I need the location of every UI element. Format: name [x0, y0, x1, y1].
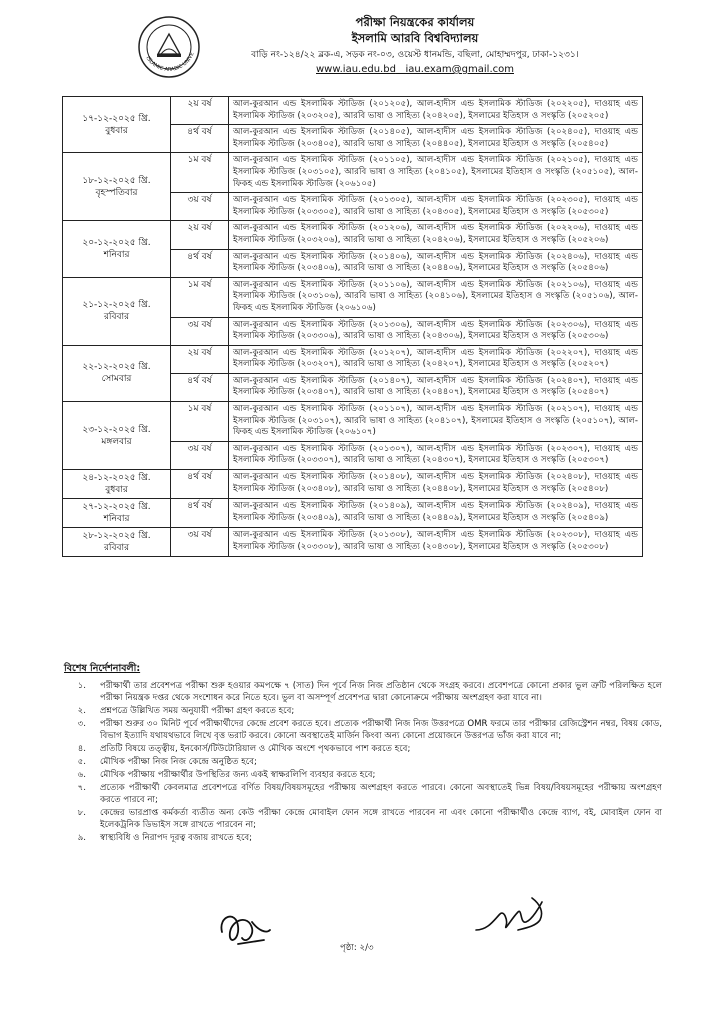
schedule-row	[63, 153, 643, 193]
subjects-list: আল-কুরআন এন্ড ইসলামিক স্টাডিজ (২০১১০৭), আল-হাদীস এন্ড ইসলামিক স্টাডিজ (২০২১০৭), দাওয়াহ এন্ড ইসলামিক স্টাডিজ (২০৩১০৭), আরবি ভাষা ও সাহিত্য (২০৪১০৭), ইসলামের ইতিহাস ও সংস্কৃতি (২০৫১০৭), আল-ফিকহ এন্ড ইসলামিক স্টাডিজ (২০৬১০৭)	[229, 402, 643, 442]
special-instructions	[62, 662, 662, 845]
schedule-row	[63, 277, 643, 317]
exam-day: রবিবার	[103, 312, 130, 323]
address: বাড়ি নং-১২৪/২২ ব্লক-এ, সড়ক নং-০৩, ওয়েস্ট ধানমন্ডি, বছিলা, মোহাম্মদপুর, ঢাকা-১২৩১।	[251, 50, 579, 60]
instruction-item	[62, 832, 662, 844]
exam-date: ১৮-১২-২০২৫ খ্রি.	[82, 175, 151, 186]
exam-date-cell	[63, 153, 171, 221]
instruction-text: কেন্দ্রের ভারপ্রাপ্ত কর্মকর্তা ব্যতীত অন্য কেউ পরীক্ষা কেন্দ্রে মোবাইল ফোন সঙ্গে রাখতে পারবেন না এবং কোনো পরীক্ষার্থীও কেন্দ্রে ব্যাগ, বই, মোবাইল ফোন বা ইলেকট্রনিক ডিভাইস সঙ্গে রাখতে পারবেন না;	[100, 808, 662, 830]
instruction-text: মৌখিক পরীক্ষায় পরীক্ষার্থীর উপস্থিতির জন্য একই স্বাক্ষরলিপি ব্যবহার করতে হবে;	[100, 770, 376, 780]
exam-date: ২৩-১২-২০২৫ খ্রি.	[82, 424, 151, 435]
academic-year: ২য় বর্ষ	[171, 221, 229, 249]
subjects-list: আল-কুরআন এন্ড ইসলামিক স্টাডিজ (২০১১০৫), আল-হাদীস এন্ড ইসলামিক স্টাডিজ (২০২১০৫), দাওয়াহ এন্ড ইসলামিক স্টাডিজ (২০৩১০৫), আরবি ভাষা ও সাহিত্য (২০৪১০৫), ইসলামের ইতিহাস ও সংস্কৃতি (২০৫১০৫), আল-ফিকহ এন্ড ইসলামিক স্টাডিজ (২০৬১০৫)	[229, 153, 643, 193]
logo-text: ISLAMIC ARABIC UNIVE	[144, 51, 196, 73]
instruction-item	[62, 756, 662, 768]
exam-day: শনিবার	[103, 250, 130, 261]
subjects-list: আল-কুরআন এন্ড ইসলামিক স্টাডিজ (২০১৩০৮), আল-হাদীস এন্ড ইসলামিক স্টাডিজ (২০২৩০৮), দাওয়াহ এন্ড ইসলামিক স্টাডিজ (২০৩৩০৮), আরবি ভাষা ও সাহিত্য (২০৪৩০৮), ইসলামের ইতিহাস ও সংস্কৃতি (২০৫৩০৮)	[229, 528, 643, 557]
instruction-text: মৌখিক পরীক্ষা নিজ নিজ কেন্দ্রে অনুষ্ঠিত হবে;	[100, 757, 257, 767]
contact-line	[200, 63, 630, 77]
instruction-number: ৭.	[77, 783, 86, 793]
academic-year: ৪র্থ বর্ষ	[171, 499, 229, 528]
exam-date: ২২-১২-২০২৫ খ্রি.	[82, 362, 151, 373]
instruction-text: পরীক্ষার্থী তার প্রবেশপত্র পরীক্ষা শুরু হওয়ার কমপক্ষে ৭ (সাত) দিন পূর্বে নিজ নিজ প্রতিষ্ঠান থেকে সংগ্রহ করবে। প্রবেশপত্রে কোনো প্রকার ভুল ত্রুটি পরিলক্ষিত হলে পরীক্ষা নিয়ন্ত্রক দপ্তর থেকে সংশোধন করে নিতে হবে। ভুল বা অসম্পূর্ণ প্রবেশপত্র দ্বারা কোনোক্রমে পরীক্ষায় অংশগ্রহণ করা যাবে না।	[100, 681, 662, 703]
exam-date-cell	[63, 97, 171, 153]
exam-date: ২৮-১২-২০২৫ খ্রি.	[82, 531, 151, 542]
academic-year: ৪র্থ বর্ষ	[171, 249, 229, 277]
instruction-number: ১.	[77, 681, 86, 691]
academic-year: ৩য় বর্ষ	[171, 317, 229, 345]
subjects-list: আল-কুরআন এন্ড ইসলামিক স্টাডিজ (২০১২০৫), আল-হাদীস এন্ড ইসলামিক স্টাডিজ (২০২২০৫), দাওয়াহ এন্ড ইসলামিক স্টাডিজ (২০৩২০৫), আরবি ভাষা ও সাহিত্য (২০৪২০৫), ইসলামের ইতিহাস ও সংস্কৃতি (২০৫২০৫)	[229, 97, 643, 125]
exam-date-cell	[63, 277, 171, 345]
exam-date: ২৪-১২-২০২৫ খ্রি.	[82, 473, 151, 484]
schedule-row	[63, 97, 643, 125]
exam-date-cell	[63, 402, 171, 470]
exam-date-cell	[63, 345, 171, 401]
subjects-list: আল-কুরআন এন্ড ইসলামিক স্টাডিজ (২০১৪০৯), আল-হাদীস এন্ড ইসলামিক স্টাডিজ (২০২৪০৯), দাওয়াহ এন্ড ইসলামিক স্টাডিজ (২০৩৪০৯), আরবি ভাষা ও সাহিত্য (২০৪৪০৯), ইসলামের ইতিহাস ও সংস্কৃতি (২০৫৪০৯)	[229, 499, 643, 528]
exam-date: ২৭-১২-২০২৫ খ্রি.	[82, 502, 151, 513]
subjects-list: আল-কুরআন এন্ড ইসলামিক স্টাডিজ (২০১৩০৬), আল-হাদীস এন্ড ইসলামিক স্টাডিজ (২০২৩০৬), দাওয়াহ এন্ড ইসলামিক স্টাডিজ (২০৩৩০৬), আরবি ভাষা ও সাহিত্য (২০৪৩০৬), ইসলামের ইতিহাস ও সংস্কৃতি (২০৫৩০৬)	[229, 317, 643, 345]
instruction-number: ২.	[77, 706, 86, 716]
schedule-row	[63, 402, 643, 442]
instruction-number: ৪.	[77, 744, 86, 754]
instruction-item	[62, 705, 662, 717]
academic-year: ২য় বর্ষ	[171, 345, 229, 373]
subjects-list: আল-কুরআন এন্ড ইসলামিক স্টাডিজ (২০১৩০৭), আল-হাদীস এন্ড ইসলামিক স্টাডিজ (২০২৩০৭), দাওয়াহ এন্ড ইসলামিক স্টাডিজ (২০৩৩০৭), আরবি ভাষা ও সাহিত্য (২০৪৩০৭), ইসলামের ইতিহাস ও সংস্কৃতি (২০৫৩০৭)	[229, 441, 643, 469]
schedule-row	[63, 345, 643, 373]
schedule-row	[63, 221, 643, 249]
exam-date-cell	[63, 528, 171, 557]
signature-right	[470, 890, 560, 940]
exam-day: বৃহস্পতিবার	[95, 187, 138, 198]
instruction-item	[62, 743, 662, 755]
academic-year: ৪র্থ বর্ষ	[171, 470, 229, 499]
university-name: ইসলামি আরবি বিশ্ববিদ্যালয়	[351, 31, 479, 45]
subjects-list: আল-কুরআন এন্ড ইসলামিক স্টাডিজ (২০১২০৬), আল-হাদীস এন্ড ইসলামিক স্টাডিজ (২০২২০৬), দাওয়াহ এন্ড ইসলামিক স্টাডিজ (২০৩২০৬), আরবি ভাষা ও সাহিত্য (২০৪২০৬), ইসলামের ইতিহাস ও সংস্কৃতি (২০৫২০৬)	[229, 221, 643, 249]
academic-year: ২য় বর্ষ	[171, 97, 229, 125]
instruction-item	[62, 718, 662, 742]
academic-year: ৩য় বর্ষ	[171, 528, 229, 557]
academic-year: ৪র্থ বর্ষ	[171, 373, 229, 401]
instruction-text: প্রশ্নপত্রে উল্লিখিত সময় অনুযায়ী পরীক্ষা গ্রহণ করতে হবে;	[100, 706, 295, 716]
university-logo-icon	[136, 14, 202, 80]
academic-year: ১ম বর্ষ	[171, 153, 229, 193]
subjects-list: আল-কুরআন এন্ড ইসলামিক স্টাডিজ (২০১৪০৮), আল-হাদীস এন্ড ইসলামিক স্টাডিজ (২০২৪০৮), দাওয়াহ এন্ড ইসলামিক স্টাডিজ (২০৩৪০৮), আরবি ভাষা ও সাহিত্য (২০৪৪০৮), ইসলামের ইতিহাস ও সংস্কৃতি (২০৫৪০৮)	[229, 470, 643, 499]
instruction-number: ৩.	[77, 719, 86, 729]
instruction-item	[62, 807, 662, 831]
schedule-row	[63, 470, 643, 499]
exam-day: রবিবার	[103, 543, 130, 554]
academic-year: ৩য় বর্ষ	[171, 193, 229, 221]
exam-date: ২০-১২-২০২৫ খ্রি.	[82, 238, 151, 249]
exam-day: বুধবার	[105, 125, 128, 136]
academic-year: ১ম বর্ষ	[171, 402, 229, 442]
instruction-number: ৯.	[77, 833, 86, 843]
signature-left	[208, 904, 278, 954]
exam-date-cell	[63, 499, 171, 528]
exam-date-cell	[63, 470, 171, 499]
subjects-list: আল-কুরআন এন্ড ইসলামিক স্টাডিজ (২০১৪০৫), আল-হাদীস এন্ড ইসলামিক স্টাডিজ (২০২৪০৫), দাওয়াহ এন্ড ইসলামিক স্টাডিজ (২০৩৪০৫), আরবি ভাষা ও সাহিত্য (২০৪৪০৫), ইসলামের ইতিহাস ও সংস্কৃতি (২০৫৪০৫)	[229, 125, 643, 153]
page-number: পৃষ্ঠা: ২/৩	[340, 943, 374, 953]
instructions-title: বিশেষ নির্দেশনাবলী:	[64, 663, 141, 674]
schedule-row	[63, 499, 643, 528]
academic-year: ৩য় বর্ষ	[171, 441, 229, 469]
subjects-list: আল-কুরআন এন্ড ইসলামিক স্টাডিজ (২০১১০৬), আল-হাদীস এন্ড ইসলামিক স্টাডিজ (২০২১০৬), দাওয়াহ এন্ড ইসলামিক স্টাডিজ (২০৩১০৬), আরবি ভাষা ও সাহিত্য (২০৪১০৬), ইসলামের ইতিহাস ও সংস্কৃতি (২০৫১০৬), আল-ফিকহ এন্ড ইসলামিক স্টাডিজ (২০৬১০৬)	[229, 277, 643, 317]
subjects-list: আল-কুরআন এন্ড ইসলামিক স্টাডিজ (২০১৪০৬), আল-হাদীস এন্ড ইসলামিক স্টাডিজ (২০২৪০৬), দাওয়াহ এন্ড ইসলামিক স্টাডিজ (২০৩৪০৬), আরবি ভাষা ও সাহিত্য (২০৪৪০৬), ইসলামের ইতিহাস ও সংস্কৃতি (২০৫৪০৬)	[229, 249, 643, 277]
instruction-text: প্রতিটি বিষয়ে তত্ত্বীয়, ইনকোর্স/টিউটোরিয়াল ও মৌখিক অংশে পৃথকভাবে পাশ করতে হবে;	[100, 744, 411, 754]
instruction-number: ৮.	[77, 808, 86, 818]
exam-date-cell	[63, 221, 171, 277]
exam-day: মঙ্গলবার	[101, 436, 132, 447]
exam-date: ১৭-১২-২০২৫ খ্রি.	[82, 113, 151, 124]
instruction-number: ৫.	[77, 757, 86, 767]
instruction-item	[62, 769, 662, 781]
exam-day: বুধবার	[105, 485, 128, 496]
academic-year: ৪র্থ বর্ষ	[171, 125, 229, 153]
exam-day: শনিবার	[103, 514, 130, 525]
subjects-list: আল-কুরআন এন্ড ইসলামিক স্টাডিজ (২০১৪০৭), আল-হাদীস এন্ড ইসলামিক স্টাডিজ (২০২৪০৭), দাওয়াহ এন্ড ইসলামিক স্টাডিজ (২০৩৪০৭), আরবি ভাষা ও সাহিত্য (২০৪৪০৭), ইসলামের ইতিহাস ও সংস্কৃতি (২০৫৪০৭)	[229, 373, 643, 401]
office-title: পরীক্ষা নিয়ন্ত্রকের কার্যালয়	[355, 15, 475, 29]
website-link[interactable]: www.iau.edu.bd	[316, 64, 396, 75]
document-header	[0, 6, 726, 98]
exam-date: ২১-১২-২০২৫ খ্রি.	[82, 300, 151, 311]
instruction-text: পরীক্ষা শুরুর ৩০ মিনিট পূর্বে পরীক্ষার্থীদের কেন্দ্রে প্রবেশ করতে হবে। প্রত্যেক পরীক্ষার্থী নিজ নিজ উত্তরপত্রে OMR ফরমে তার পরীক্ষার রেজিস্ট্রেশন নম্বর, বিষয় কোড, বিভাগ ইত্যাদি যথাযথভাবে লিখে বৃত্ত ভরাট করবে। কোনো অবস্থাতেই মার্জিন কিংবা অন্য কোনো প্রয়োজনে উত্তরপত্র ভাঁজ করা যাবে না;	[100, 719, 662, 741]
subjects-list: আল-কুরআন এন্ড ইসলামিক স্টাডিজ (২০১৩০৫), আল-হাদীস এন্ড ইসলামিক স্টাডিজ (২০২৩০৫), দাওয়াহ এন্ড ইসলামিক স্টাডিজ (২০৩৩০৫), আরবি ভাষা ও সাহিত্য (২০৪৩০৫), ইসলামের ইতিহাস ও সংস্কৃতি (২০৫৩০৫)	[229, 193, 643, 221]
exam-day: সোমবার	[101, 374, 132, 385]
instruction-text: প্রত্যেক পরীক্ষার্থী কেবলমাত্র প্রবেশপত্রে বর্ণিত বিষয়/বিষয়সমূহের পরীক্ষায় অংশগ্রহণ করতে পারবে। কোনো অবস্থাতেই ভিন্ন বিষয়/বিষয়সমূহের পরীক্ষায় অংশগ্রহণ করতে পারবে না;	[100, 783, 662, 805]
instruction-text: স্বাস্থ্যবিধি ও নিরাপদ দূরত্ব বজায় রাখতে হবে;	[100, 833, 253, 843]
instruction-item	[62, 680, 662, 704]
instruction-item	[62, 782, 662, 806]
instruction-number: ৬.	[77, 770, 86, 780]
academic-year: ১ম বর্ষ	[171, 277, 229, 317]
email-link[interactable]: iau.exam@gmail.com	[405, 64, 514, 75]
schedule-row	[63, 528, 643, 557]
subjects-list: আল-কুরআন এন্ড ইসলামিক স্টাডিজ (২০১২০৭), আল-হাদীস এন্ড ইসলামিক স্টাডিজ (২০২২০৭), দাওয়াহ এন্ড ইসলামিক স্টাডিজ (২০৩২০৭), আরবি ভাষা ও সাহিত্য (২০৪২০৭), ইসলামের ইতিহাস ও সংস্কৃতি (২০৫২০৭)	[229, 345, 643, 373]
exam-schedule-table	[62, 96, 643, 557]
